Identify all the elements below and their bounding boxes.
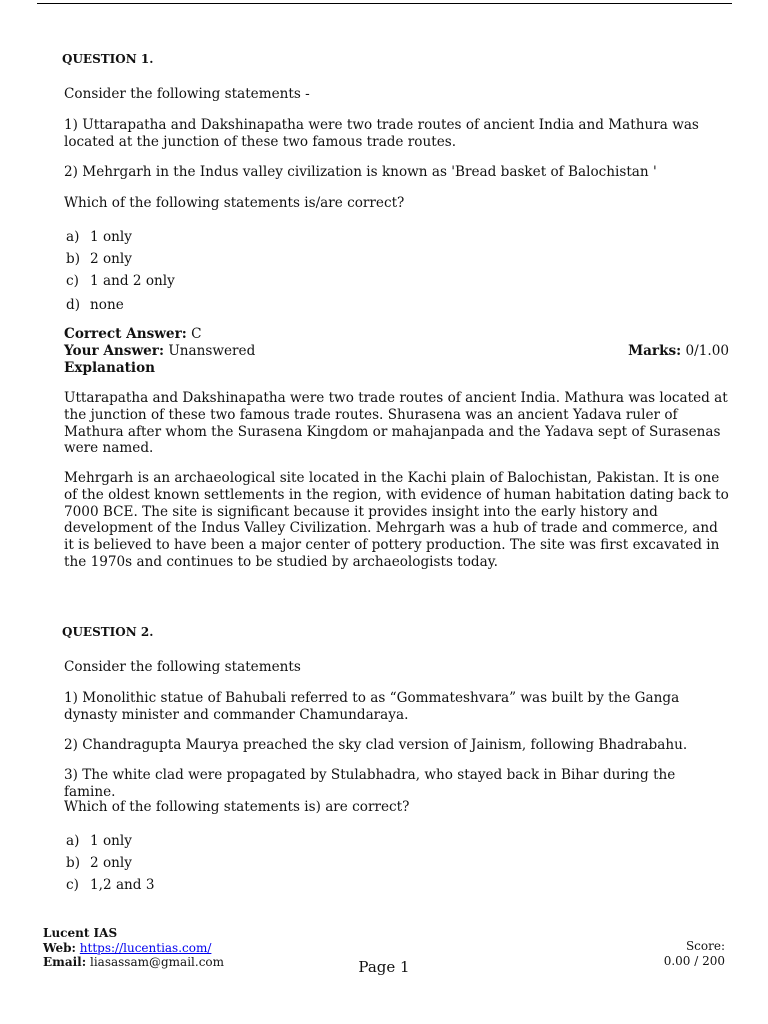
- footer-web-line: [43, 941, 224, 956]
- question-2-heading: QUESTION 2.: [62, 625, 154, 639]
- correct-answer-label: Correct Answer:: [64, 326, 187, 342]
- option-letter: b): [66, 855, 81, 871]
- q1-option-a: [66, 229, 132, 246]
- q1-explanation-heading: Explanation: [64, 360, 156, 376]
- q1-statement-1: 1) Uttarapatha and Dakshinapatha were two trade routes of ancient India and Mathura was located at the junction of these two famous trade routes.: [64, 117, 699, 150]
- footer-score: [664, 939, 725, 969]
- option-letter: a): [66, 833, 80, 849]
- q1-marks: [628, 343, 729, 360]
- q2-intro: Consider the following statements: [64, 659, 301, 675]
- option-text: 2 only: [90, 855, 132, 871]
- q2-option-b: [66, 855, 132, 872]
- q2-option-c: [66, 877, 154, 894]
- footer-email-value: liasassam@gmail.com: [90, 955, 225, 969]
- footer-web-label: Web:: [43, 940, 76, 955]
- option-letter: c): [66, 877, 79, 893]
- your-answer-value: Unanswered: [168, 343, 256, 359]
- q1-option-b: [66, 251, 132, 268]
- footer-org-name: Lucent IAS: [43, 926, 118, 940]
- q1-correct-answer: [64, 326, 729, 343]
- q1-statement-2: 2) Mehrgarh in the Indus valley civilization is known as 'Bread basket of Balochistan ': [64, 164, 657, 180]
- option-letter: b): [66, 251, 81, 267]
- score-label: Score:: [685, 939, 725, 953]
- option-letter: c): [66, 273, 79, 289]
- footer-email-label: Email:: [43, 955, 87, 969]
- option-letter: d): [66, 297, 81, 313]
- marks-label: Marks:: [628, 343, 682, 359]
- q1-intro: Consider the following statements -: [64, 86, 310, 102]
- option-text: none: [90, 297, 124, 313]
- q1-option-d: [66, 297, 124, 314]
- q2-statement-1: 1) Monolithic statue of Bahubali referred to as “Gommateshvara” was built by the Ganga dynasty minister and commander Chamundaraya.: [64, 690, 680, 723]
- page-number: Page 1: [358, 958, 410, 976]
- q2-prompt: Which of the following statements is) are correct?: [64, 799, 410, 815]
- option-text: 1 only: [90, 229, 132, 245]
- marks-value: 0/1.00: [685, 343, 729, 359]
- option-text: 1 only: [90, 833, 132, 849]
- correct-answer-value: C: [191, 326, 202, 342]
- footer-web-link[interactable]: https://lucentias.com/: [79, 940, 212, 955]
- option-text: 1 and 2 only: [90, 273, 175, 289]
- q1-explanation-paragraph-1: Uttarapatha and Dakshinapatha were two trade routes of ancient India. Mathura was located at the junction of these two famous trade routes. Shurasena was an ancient Yadava ruler of Mathura after whom the Surasena Kingdom or mahajanpada and the Yadava sept of Surasenas were named.: [64, 390, 728, 457]
- q2-option-a: [66, 833, 132, 850]
- option-text: 1,2 and 3: [90, 877, 155, 893]
- option-text: 2 only: [90, 251, 132, 267]
- your-answer-label: Your Answer:: [64, 343, 164, 359]
- q1-option-c: [66, 273, 175, 290]
- question-1-heading: QUESTION 1.: [62, 52, 154, 66]
- q1-explanation-paragraph-2: Mehrgarh is an archaeological site located in the Kachi plain of Balochistan, Pakistan. It is one of the oldest known settlements in the region, with evidence of human habitation dating back to 7000 BCE. The site is significant because it provides insight into the early history and development of the Indus Valley Civilization. Mehrgarh was a hub of trade and commerce, and it is believed to have been a major center of pottery production. The site was first excavated in the 1970s and continues to be studied by archaeologists today.: [64, 470, 729, 570]
- option-letter: a): [66, 229, 80, 245]
- score-value: 0.00 / 200: [663, 954, 725, 968]
- top-rule: [37, 3, 732, 4]
- q1-prompt: Which of the following statements is/are correct?: [64, 195, 405, 211]
- q2-statement-2: 2) Chandragupta Maurya preached the sky clad version of Jainism, following Bhadrabahu.: [64, 737, 688, 753]
- q2-statement-3: 3) The white clad were propagated by Stulabhadra, who stayed back in Bihar during the famine.: [64, 767, 676, 800]
